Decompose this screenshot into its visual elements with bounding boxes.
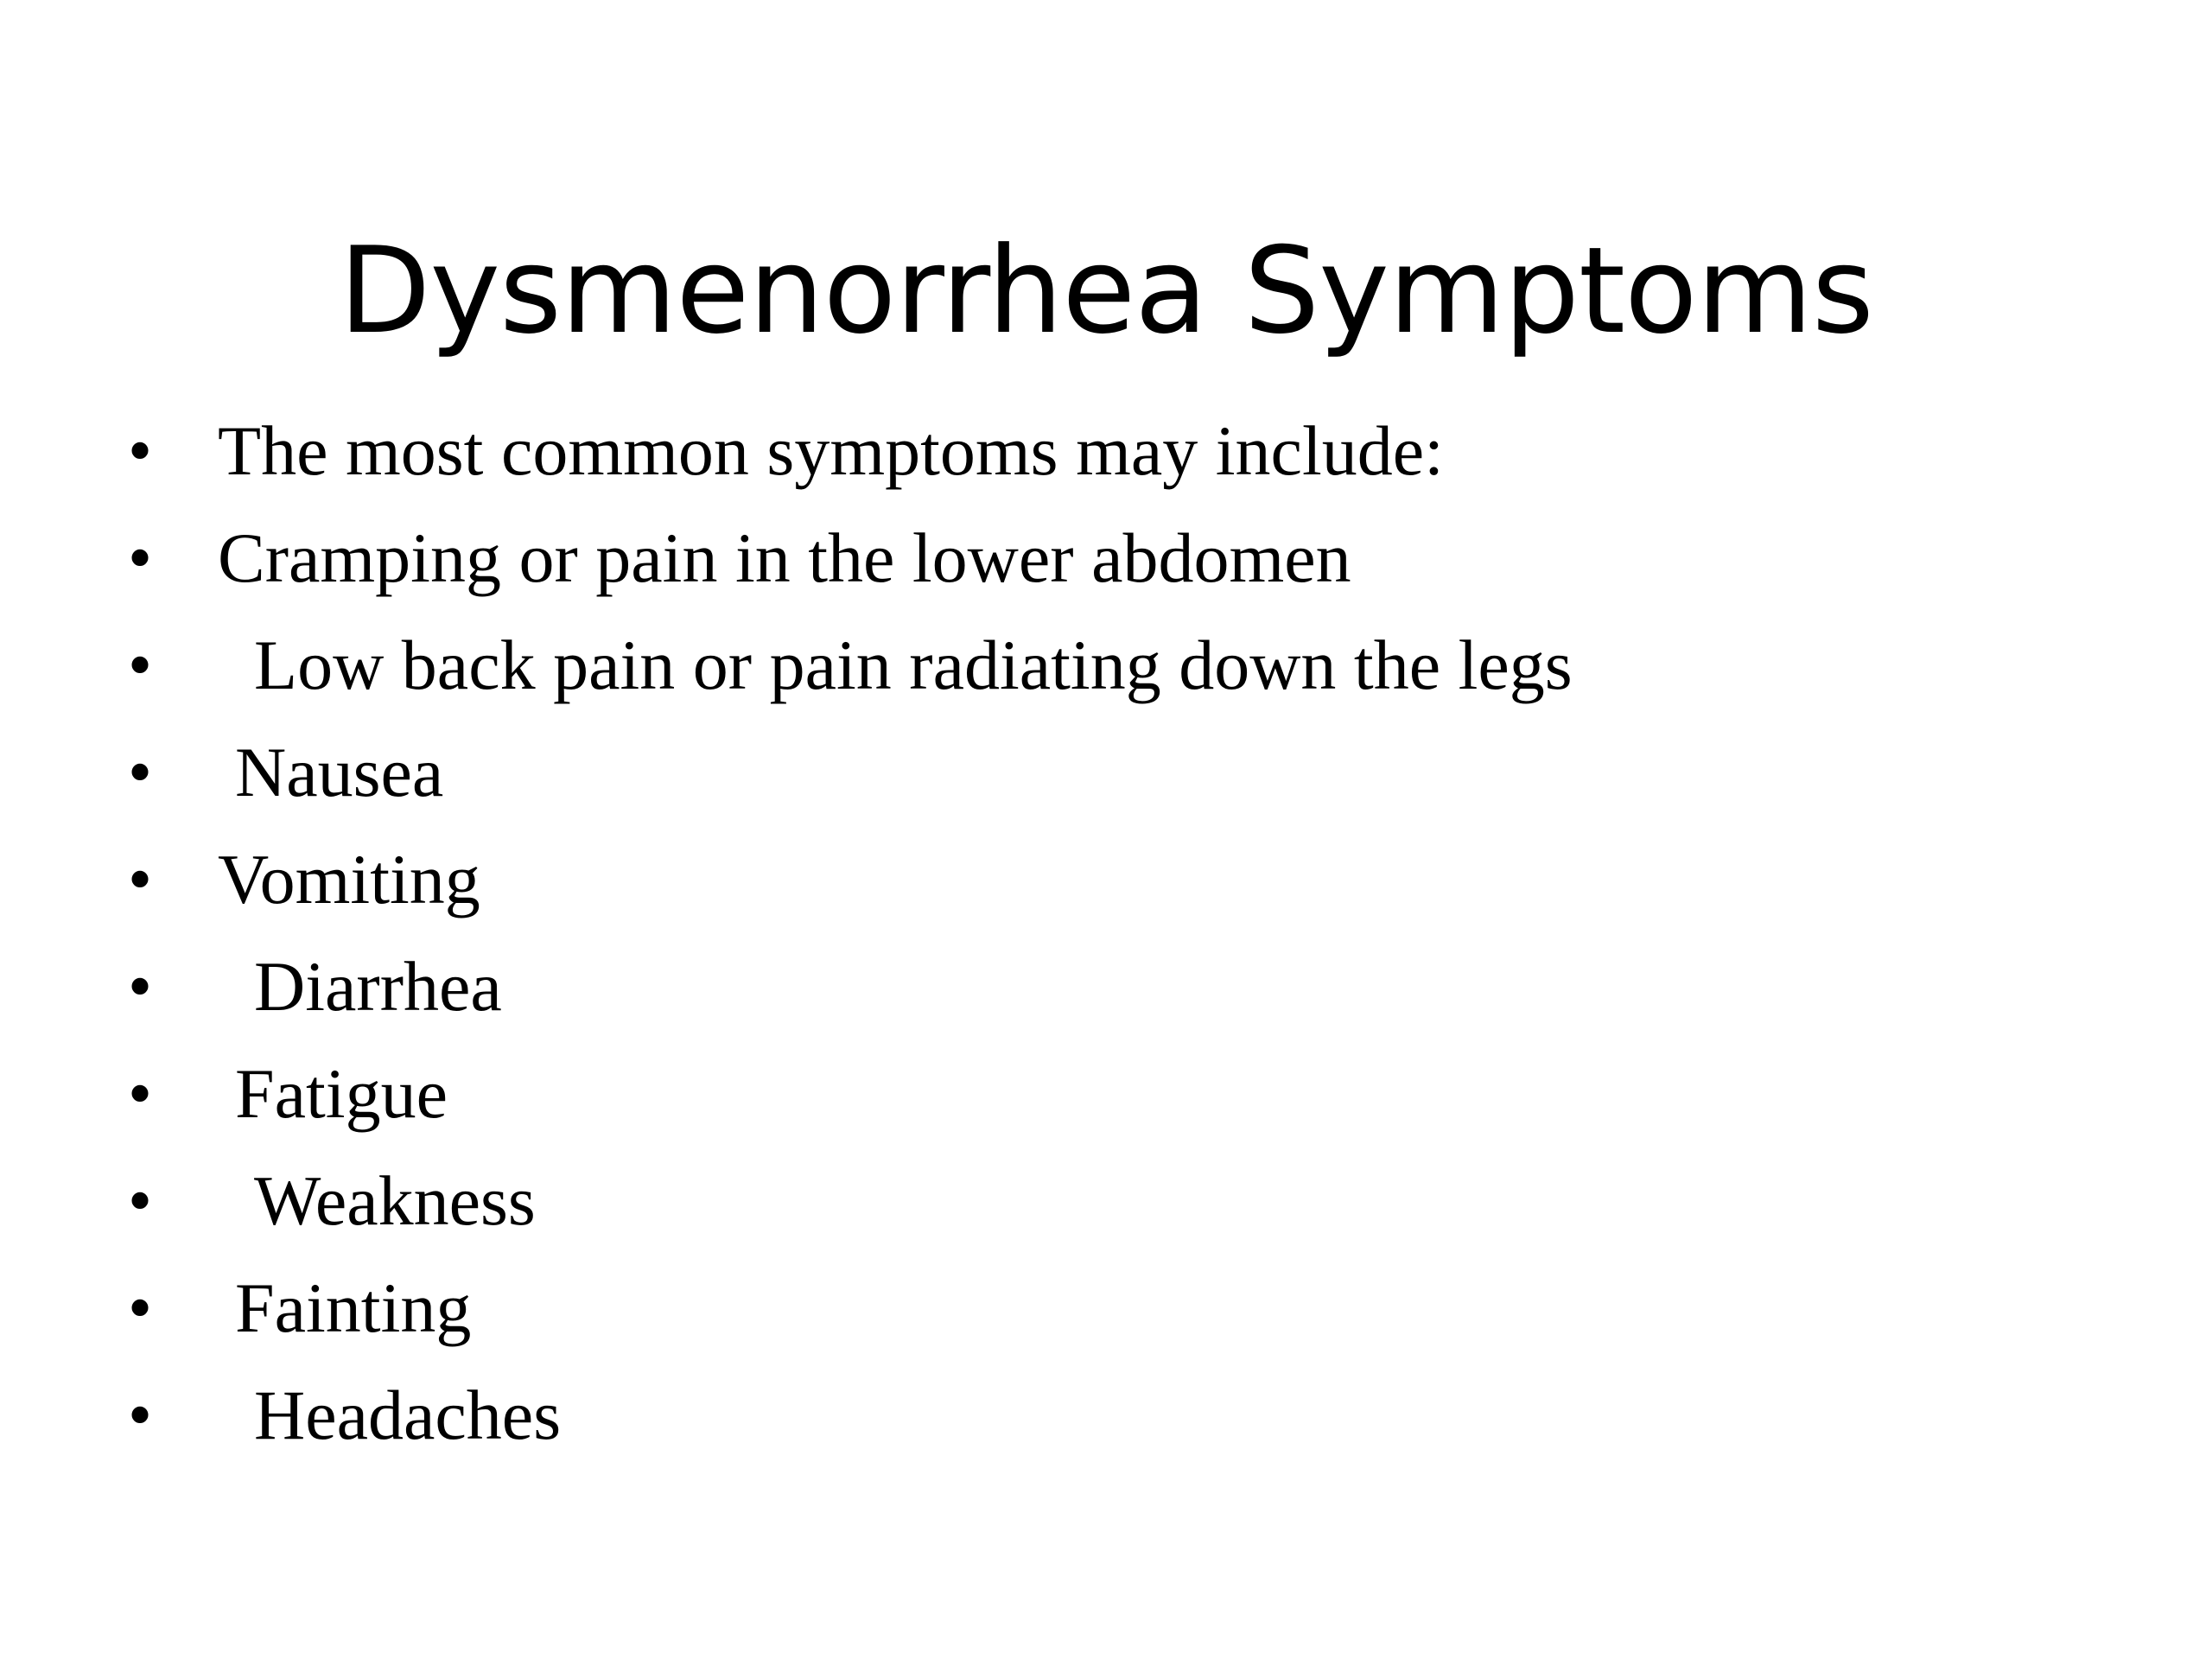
list-item bbox=[0, 505, 2212, 612]
list-item bbox=[0, 1362, 2212, 1469]
bullet-list bbox=[0, 397, 2212, 1469]
bullet-text: Vomiting bbox=[218, 840, 480, 918]
bullet-icon: • bbox=[128, 413, 153, 489]
bullet-text: Fainting bbox=[235, 1268, 472, 1347]
slide-title: Dysmenorrhea Symptoms bbox=[339, 221, 1873, 361]
bullet-icon: • bbox=[128, 1163, 153, 1239]
bullet-text: Weakness bbox=[254, 1161, 536, 1240]
bullet-icon: • bbox=[128, 1377, 153, 1453]
bullet-icon: • bbox=[128, 520, 153, 596]
bullet-icon: • bbox=[128, 627, 153, 703]
list-item bbox=[0, 933, 2212, 1040]
bullet-text: Diarrhea bbox=[254, 947, 502, 1026]
bullet-text: Low back pain or pain radiating down the legs bbox=[254, 626, 1573, 704]
bullet-text: Nausea bbox=[235, 733, 444, 811]
bullet-icon: • bbox=[128, 842, 153, 918]
list-item bbox=[0, 719, 2212, 826]
list-item bbox=[0, 826, 2212, 933]
bullet-text: Cramping or pain in the lower abdomen bbox=[218, 518, 1351, 597]
list-item bbox=[0, 612, 2212, 719]
bullet-text: Fatigue bbox=[235, 1054, 448, 1133]
bullet-text: The most common symptoms may include: bbox=[218, 411, 1444, 490]
list-item bbox=[0, 1147, 2212, 1255]
list-item bbox=[0, 1255, 2212, 1362]
list-item bbox=[0, 397, 2212, 505]
bullet-icon: • bbox=[128, 1056, 153, 1132]
bullet-icon: • bbox=[128, 734, 153, 810]
list-item bbox=[0, 1040, 2212, 1147]
bullet-icon: • bbox=[128, 949, 153, 1025]
bullet-text: Headaches bbox=[254, 1376, 562, 1454]
bullet-icon: • bbox=[128, 1270, 153, 1346]
